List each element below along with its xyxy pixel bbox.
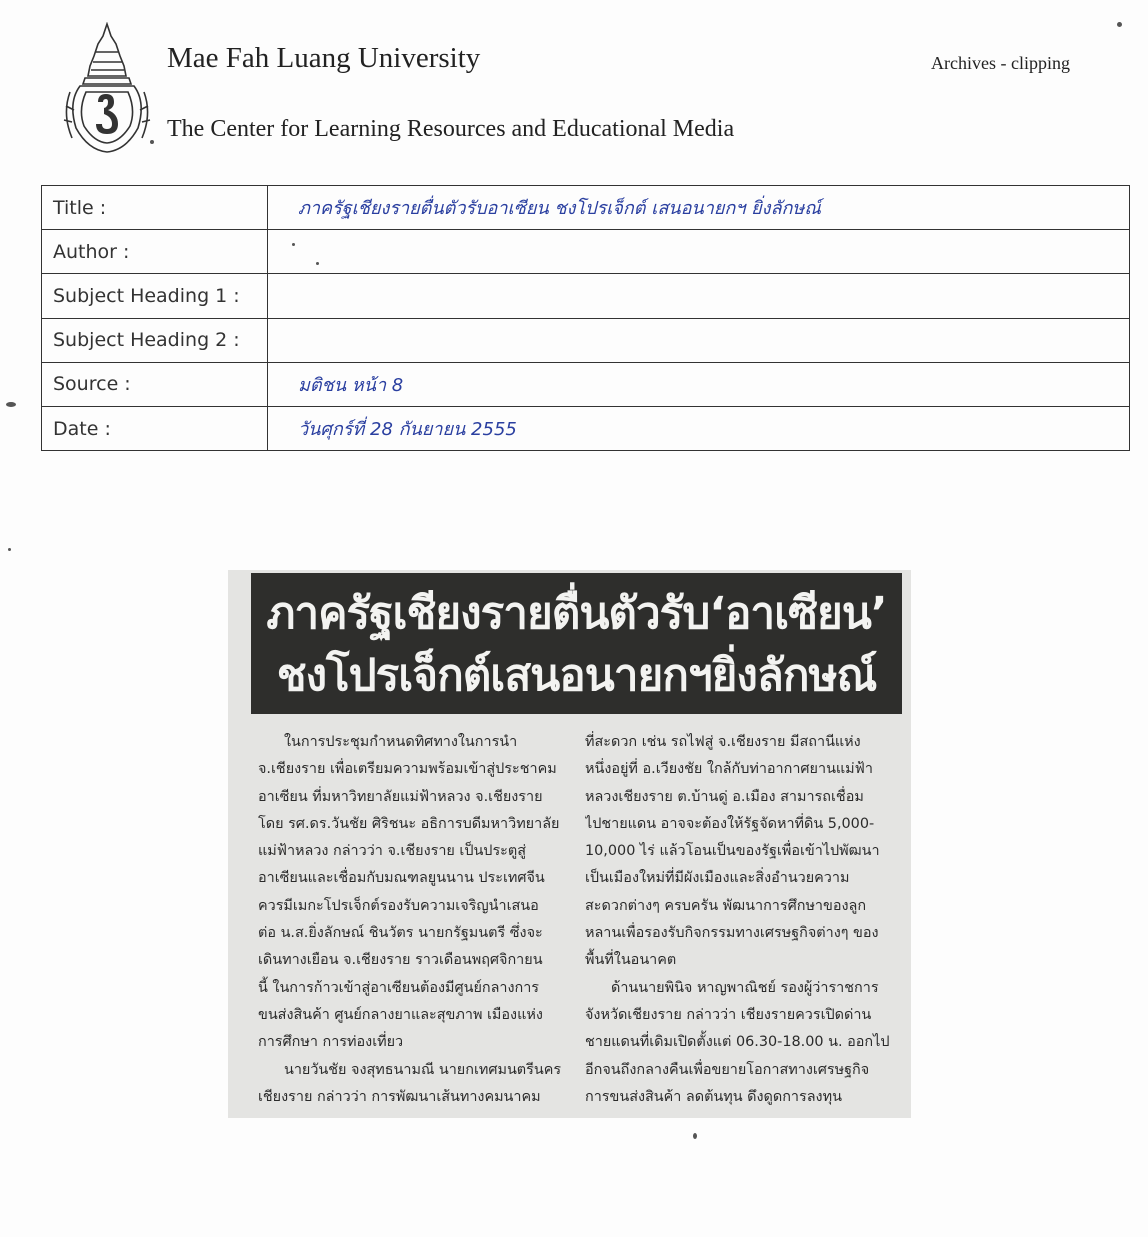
article-line: ที่สะดวก เช่น รถไฟสู่ จ.เชียงราย มีสถานีแห่ง [585,734,861,750]
article-line: หลานเพื่อรองรับกิจกรรมทางเศรษฐกิจต่างๆ ของ [585,925,879,942]
metadata-table [41,185,1130,451]
article-line: พื้นที่ในอนาคต [585,952,677,969]
scan-speck [316,262,319,265]
scan-speck [1117,22,1122,27]
article-line: อีกจนถึงกลางคืนเพื่อขยายโอกาสทางเศรษฐกิจ [585,1061,870,1078]
metadata-row-subject-1 [42,274,1130,318]
article-column-2 [585,729,901,1111]
metadata-row-source [42,362,1130,406]
archives-label: Archives - clipping [931,53,1070,73]
article-line: การขนส่งสินค้า ลดต้นทุน ดึงดูดการลงทุน [585,1088,842,1105]
article-line: เชียงราย กล่าวว่า การพัฒนาเส้นทางคมนาคม [258,1088,541,1105]
headline-line-1: ภาครัฐเชียงรายตื่นตัวรับ‘อาเซียน’ [266,588,887,639]
article-line: ควรมีเมกะโปรเจ็กต์รองรับความเจริญนำเสนอ [258,897,539,914]
metadata-row-subject-2 [42,318,1130,362]
university-name: Mae Fah Luang University [167,42,481,74]
scan-speck [693,1133,697,1139]
metadata-row-date [42,406,1130,450]
article-line: แม่ฟ้าหลวง กล่าวว่า จ.เชียงราย เป็นประตูสู่ [258,843,527,860]
metadata-row-title [42,186,1130,230]
metadata-label: Author : [42,230,268,274]
article-line: จ.เชียงราย เพื่อเตรียมความพร้อมเข้าสู่ประชาคม [258,761,557,778]
article-line: ไปชายแดน อาจจะต้องให้รัฐจัดหาที่ดิน 5,000- [585,815,875,832]
scan-speck [292,243,295,246]
center-name: The Center for Learning Resources and Educational Media [167,116,735,142]
university-emblem-icon [60,22,155,157]
article-line: ชายแดนที่เดิมเปิดตั้งแต่ 06.30-18.00 น. ออกไป [585,1034,890,1051]
article-line: ขนส่งสินค้า ศูนย์กลางยาและสุขภาพ เมืองแห่ง [258,1006,543,1023]
metadata-label: Source : [42,362,268,406]
metadata-value [268,274,1130,318]
metadata-value: วันศุกร์ที่ 28 กันยายน 2555 [268,406,1130,450]
article-line: ต่อ น.ส.ยิ่งลักษณ์ ชินวัตร นายกรัฐมนตรี ซึ่งจะ [258,925,543,942]
article-line: จังหวัดเชียงราย กล่าวว่า เชียงรายควรเปิดด่าน [585,1006,872,1023]
article-line: สะดวกต่างๆ ครบครัน พัฒนาการศึกษาของลูก [585,897,867,914]
scan-speck [8,548,11,551]
article-line: ในการประชุมกำหนดทิศทางในการนำ [284,734,518,750]
metadata-label: Date : [42,406,268,450]
metadata-label: Subject Heading 1 : [42,274,268,318]
metadata-label: Subject Heading 2 : [42,318,268,362]
article-line: นี้ ในการก้าวเข้าสู่อาเซียนต้องมีศูนย์กลางการ [258,979,540,996]
metadata-row-author [42,230,1130,274]
article-column-1 [258,729,574,1111]
scan-speck [6,402,16,407]
article-line: หนึ่งอยู่ที่ อ.เวียงชัย ใกล้กับท่าอากาศยานแม่ฟ้า [585,761,873,778]
clipping-headline [251,573,902,714]
metadata-value [268,230,1130,274]
article-line: อาเซียนและเชื่อมกับมณฑลยูนนาน ประเทศจีน [258,870,545,887]
metadata-value: ภาครัฐเชียงรายตื่นตัวรับอาเซียน ชงโปรเจ็กต์ เสนอนายกฯ ยิ่งลักษณ์ [268,186,1130,230]
newspaper-clipping [228,570,911,1118]
metadata-value [268,318,1130,362]
headline-line-2: ชงโปรเจ็กต์เสนอนายกฯยิ่งลักษณ์ [276,650,877,701]
article-line: เป็นเมืองใหม่ที่มีผังเมืองและสิ่งอำนวยความ [585,870,850,887]
article-line: หลวงเชียงราย ต.บ้านดู่ อ.เมือง สามารถเชื่อม [585,788,864,805]
article-line: 10,000 ไร่ แล้วโอนเป็นของรัฐเพื่อเข้าไปพัฒนา [585,843,880,860]
article-line: นายวันชัย จงสุทธนามณี นายกเทศมนตรีนคร [284,1061,562,1078]
article-line: ด้านนายพินิจ หาญพาณิชย์ รองผู้ว่าราชการ [611,979,879,996]
article-line: การศึกษา การท่องเที่ยว [258,1034,404,1051]
scan-speck [150,140,154,144]
metadata-label: Title : [42,186,268,230]
article-line: โดย รศ.ดร.วันชัย ศิริชนะ อธิการบดีมหาวิทยาลัย [258,815,560,832]
article-line: เดินทางเยือน จ.เชียงราย ราวเดือนพฤศจิกายน [258,952,543,969]
article-line: อาเซียน ที่มหาวิทยาลัยแม่ฟ้าหลวง จ.เชียงราย [258,788,543,805]
metadata-value: มติชน หน้า 8 [268,362,1130,406]
